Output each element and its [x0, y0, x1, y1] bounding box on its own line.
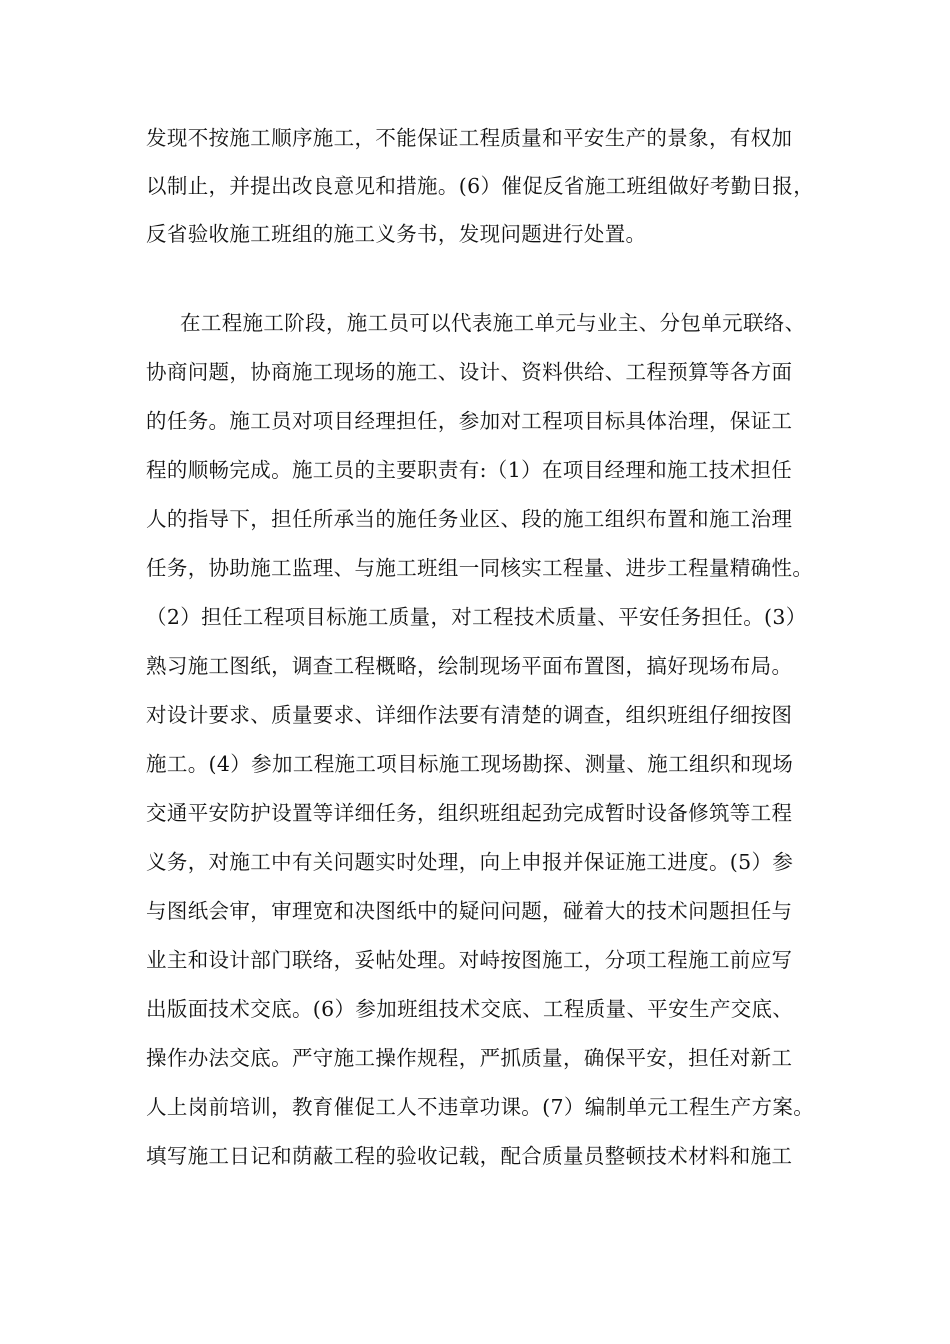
text-line: 操作办法交底。严守施工操作规程，严抓质量，确保平安，担任对新工 [146, 1046, 793, 1070]
text-line: 对设计要求、质量要求、详细作法要有清楚的调查，组织班组仔细按图 [146, 703, 793, 727]
text-line: 以制止，并提出改良意见和措施。(6）催促反省施工班组做好考勤日报， [146, 174, 815, 198]
text-line: 的任务。施工员对项目经理担任，参加对工程项目标具体治理，保证工 [146, 409, 793, 433]
text-line: 程的顺畅完成。施工员的主要职责有:（1）在项目经理和施工技术担任 [146, 458, 793, 482]
text-line: 交通平安防护设置等详细任务，组织班组起劲完成暂时设备修筑等工程 [146, 801, 793, 825]
text-line: 业主和设计部门联络，妥帖处理。对峙按图施工，分项工程施工前应写 [146, 948, 793, 972]
text-line: 与图纸会审，审理宽和决图纸中的疑问问题，碰着大的技术问题担任与 [146, 899, 793, 923]
text-line: 出版面技术交底。(6）参加班组技术交底、工程质量、平安生产交底、 [146, 997, 794, 1021]
text-line: （2）担任工程项目标施工质量，对工程技术质量、平安任务担任。(3） [146, 605, 807, 629]
text-line: 反省验收施工班组的施工义务书，发现问题进行处置。 [146, 222, 647, 246]
text-line: 人上岗前培训，教育催促工人不违章功课。(7）编制单元工程生产方案。 [146, 1095, 815, 1119]
text-line: 人的指导下，担任所承当的施任务业区、段的施工组织布置和施工治理 [146, 507, 793, 531]
text-line: 义务，对施工中有关问题实时处理，向上申报并保证施工进度。(5）参 [146, 850, 794, 874]
text-line: 任务，协助施工监理、与施工班组一同核实工程量、进步工程量精确性。 [146, 556, 814, 580]
text-line: 发现不按施工顺序施工，不能保证工程质量和平安生产的景象，有权加 [146, 126, 793, 150]
text-line: 填写施工日记和荫蔽工程的验收记载，配合质量员整顿技术材料和施工 [146, 1144, 793, 1168]
text-line: 在工程施工阶段，施工员可以代表施工单元与业主、分包单元联络、 [180, 311, 806, 335]
text-line: 协商问题，协商施工现场的施工、设计、资料供给、工程预算等各方面 [146, 360, 793, 384]
text-line: 施工。(4）参加工程施工项目标施工现场勘探、测量、施工组织和现场 [146, 752, 794, 776]
text-line: 熟习施工图纸，调查工程概略，绘制现场平面布置图，搞好现场布局。 [146, 654, 793, 678]
